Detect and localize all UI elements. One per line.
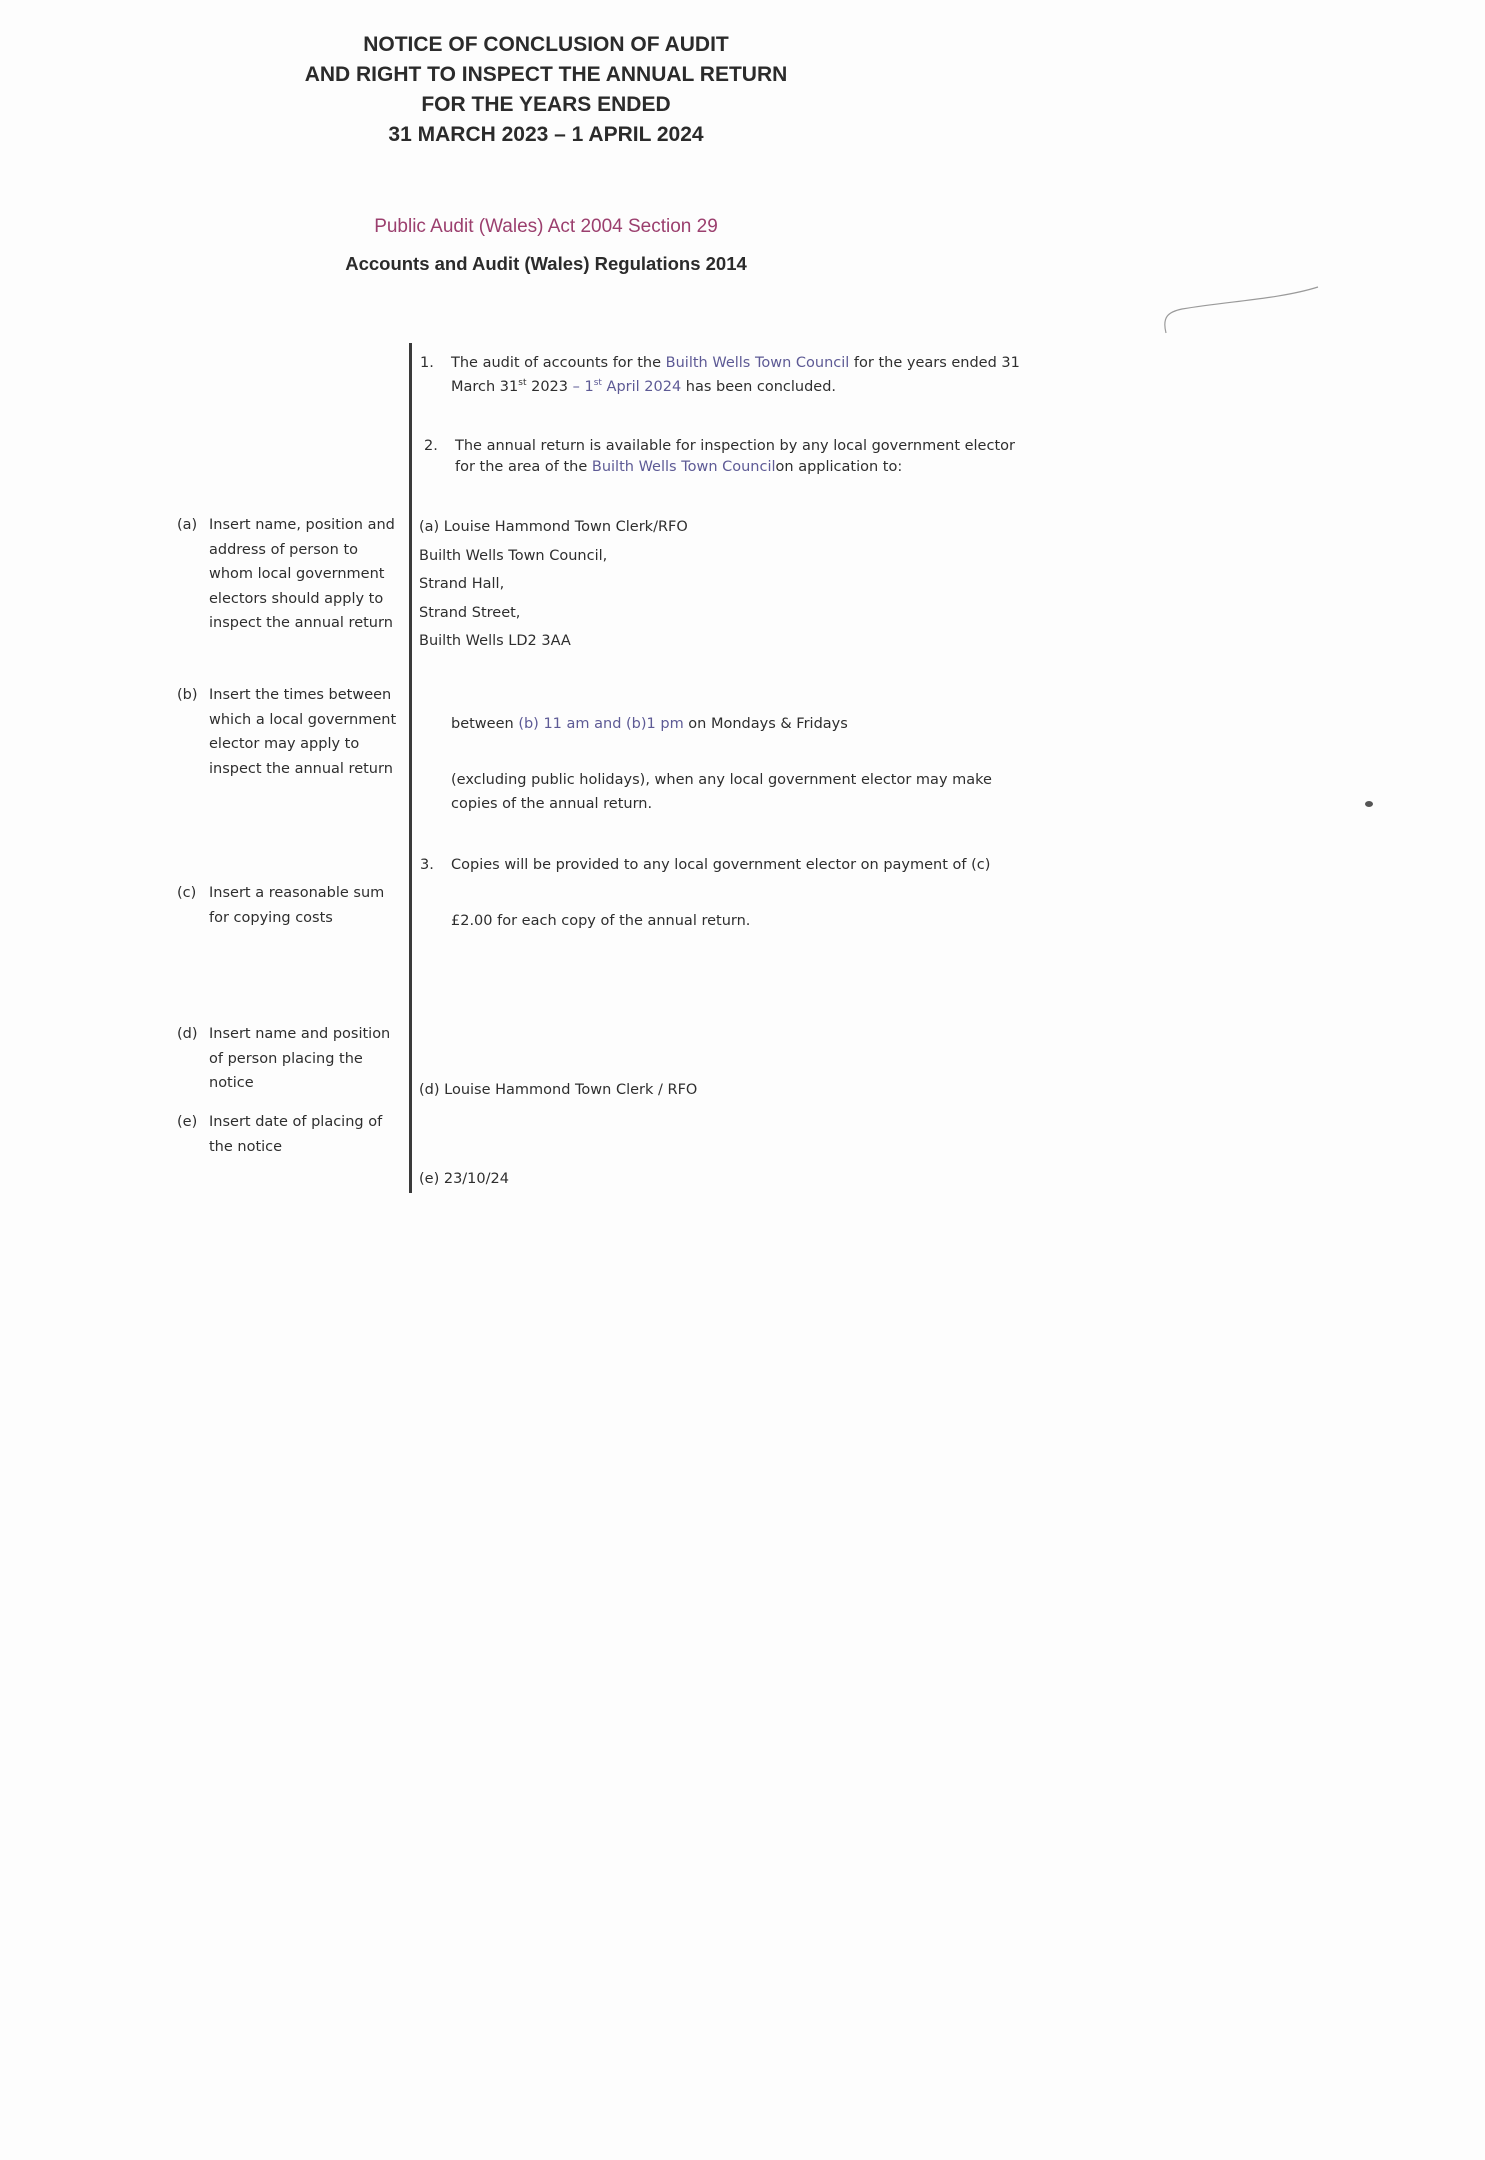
- item-2-line-2: for the area of the Builth Wells Town Councilon application to:: [455, 459, 903, 475]
- note-a-text: Insert name, position and address of person to whom local government electors should apply to inspect the annual return: [209, 517, 395, 631]
- act-heading: Public Audit (Wales) Act 2004 Section 29: [374, 216, 718, 237]
- title-line-3: FOR THE YEARS ENDED: [421, 93, 671, 116]
- item-2-number: 2.: [424, 438, 438, 454]
- title-line-1: NOTICE OF CONCLUSION OF AUDIT: [363, 33, 729, 56]
- note-e-text: Insert date of placing of the notice: [209, 1114, 383, 1155]
- contact-address: (a) Louise Hammond Town Clerk/RFO Builth Wells Town Council, Strand Hall, Strand Street, Builth Wells LD2 3AA: [419, 519, 688, 649]
- note-d-key: (d): [177, 1026, 198, 1042]
- inspection-times: between (b) 11 am and (b)1 pm on Mondays & Fridays: [451, 716, 848, 732]
- note-c-text: Insert a reasonable sum for copying costs: [209, 885, 385, 926]
- council-name: Builth Wells Town Council: [591, 459, 776, 475]
- item-1-line-2: March 31st 2023 – 1st April 2024 has been concluded.: [451, 378, 837, 395]
- note-b-key: (b): [177, 687, 198, 703]
- pen-mark-icon: [1160, 285, 1320, 340]
- notice-placed-by: (d) Louise Hammond Town Clerk / RFO: [419, 1082, 698, 1098]
- column-divider: [409, 343, 412, 1193]
- item-1-number: 1.: [420, 355, 434, 371]
- council-name: Builth Wells Town Council: [665, 355, 850, 371]
- note-c-key: (c): [177, 885, 197, 901]
- note-d-text: Insert name and position of person placing the notice: [209, 1026, 391, 1091]
- inspection-note-line-1: (excluding public holidays), when any local government elector may make: [451, 772, 992, 788]
- title-line-2: AND RIGHT TO INSPECT THE ANNUAL RETURN: [304, 63, 788, 86]
- note-a-key: (a): [177, 517, 198, 533]
- regulations-heading: Accounts and Audit (Wales) Regulations 2014: [345, 253, 747, 274]
- inspection-note-line-2: copies of the annual return.: [451, 796, 653, 812]
- item-2-line-1: The annual return is available for inspection by any local government elector: [455, 438, 1015, 454]
- copy-cost: £2.00 for each copy of the annual return.: [451, 913, 751, 929]
- note-b-text: Insert the times between which a local government elector may apply to inspect the annual return: [209, 687, 397, 777]
- item-3-line-1: Copies will be provided to any local government elector on payment of (c): [451, 857, 991, 873]
- note-e-key: (e): [177, 1114, 198, 1130]
- title-line-4: 31 MARCH 2023 – 1 APRIL 2024: [388, 123, 704, 146]
- ink-speck: [1365, 801, 1373, 807]
- notice-date: (e) 23/10/24: [419, 1171, 509, 1187]
- item-1-line-1: The audit of accounts for the Builth Wells Town Council for the years ended 31: [451, 355, 1020, 371]
- item-3-number: 3.: [420, 857, 434, 873]
